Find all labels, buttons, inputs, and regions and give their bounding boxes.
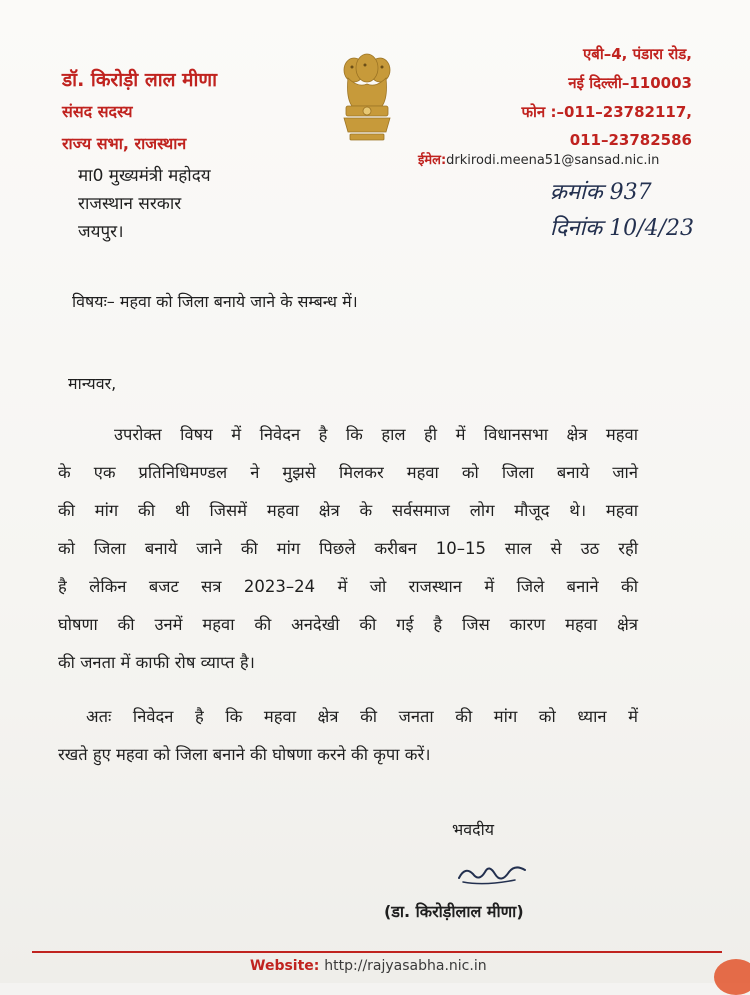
national-emblem-icon xyxy=(334,48,400,146)
letterhead-address xyxy=(521,44,692,158)
addressee-block xyxy=(78,162,211,246)
salutation: मान्यवर, xyxy=(68,374,117,393)
phone-line: 011–23782586 xyxy=(569,131,692,149)
handwritten-ref-number: क्रमांक 937 xyxy=(550,180,652,205)
paragraph-line: को जिला बनाये जाने की मांग पिछले करीबन 10–15 साल से उठ रही xyxy=(58,539,638,558)
address-line: नई दिल्ली–110003 xyxy=(568,74,692,92)
letterhead-name: डॉ. किरोड़ी लाल मीणा xyxy=(62,69,218,91)
signer-name: (डा. किरोड़ीलाल मीणा) xyxy=(384,902,524,921)
subject-line: विषयः– महवा को जिला बनाये जाने के सम्बन्ध में। xyxy=(72,292,358,311)
closing: भवदीय xyxy=(452,820,495,839)
phone-line: फोन :–011–23782117, xyxy=(521,103,692,121)
paragraph-line: के एक प्रतिनिधिमण्डल ने मुझसे मिलकर महवा को जिला बनाये जाने xyxy=(58,463,638,482)
footer-divider xyxy=(32,951,722,953)
paragraph-line: है लेकिन बजट सत्र 2023–24 में जो राजस्थान में जिले बनाने की xyxy=(58,577,638,596)
addressee-line: जयपुर। xyxy=(78,222,124,242)
website-link[interactable]: http://rajyasabha.nic.in xyxy=(324,958,487,974)
body-paragraph-1 xyxy=(58,416,638,682)
body-paragraph-2 xyxy=(58,698,638,774)
paragraph-line: उपरोक्त विषय में निवेदन है कि हाल ही में विधानसभा क्षेत्र महवा xyxy=(114,425,638,444)
addressee-line: राजस्थान सरकार xyxy=(78,194,182,214)
address-line: एबी–4, पंडारा रोड, xyxy=(582,45,692,63)
letterhead-house: राज्य सभा, राजस्थान xyxy=(62,134,187,153)
paragraph-line: की मांग की थी जिसमें महवा क्षेत्र के सर्वसमाज लोग मौजूद थे। महवा xyxy=(58,501,638,520)
email-address: drkirodi.meena51@sansad.nic.in xyxy=(446,153,660,168)
website-label: Website: xyxy=(250,958,320,974)
paragraph-line: की जनता में काफी रोष व्याप्त है। xyxy=(58,653,255,672)
paragraph-line: घोषणा की उनमें महवा की अनदेखी की गई है जिस कारण महवा क्षेत्र xyxy=(58,615,638,634)
handwritten-ref-date: दिनांक 10/4/23 xyxy=(550,216,694,241)
footer-website xyxy=(250,958,487,974)
email-label: ईमेल: xyxy=(418,153,447,168)
addressee-line: मा0 मुख्यमंत्री महोदय xyxy=(78,166,211,186)
letterhead-email xyxy=(418,150,659,168)
corner-decoration xyxy=(714,959,750,995)
paragraph-line: अतः निवेदन है कि महवा क्षेत्र की जनता की मांग को ध्यान में xyxy=(86,707,638,726)
signature-mark xyxy=(455,856,535,890)
letterhead-role: संसद सदस्य xyxy=(62,102,133,121)
letterhead-left xyxy=(62,66,217,154)
paragraph-line: रखते हुए महवा को जिला बनाने की घोषणा करने की कृपा करें। xyxy=(58,745,431,764)
